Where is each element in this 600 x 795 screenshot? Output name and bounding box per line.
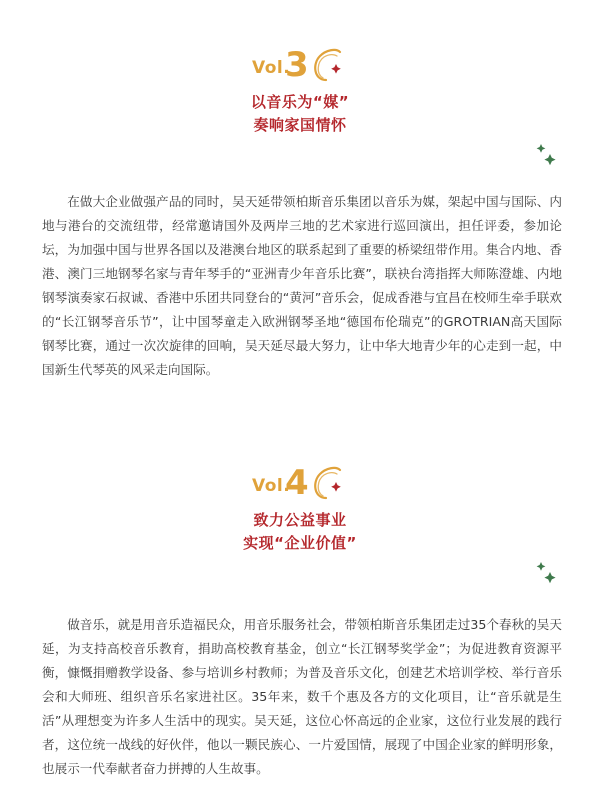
- green-sparkle-icon: [535, 140, 557, 168]
- vol3-number: 3: [285, 45, 309, 85]
- gold-swirl-icon: [306, 44, 350, 84]
- vol3-heading-line2: 奏响家国情怀: [253, 116, 347, 134]
- vol4-heading-line1: 致力公益事业: [253, 511, 347, 529]
- vol4-heading-line2: 实现“企业价值”: [243, 534, 357, 552]
- vol4-number: 4: [285, 463, 309, 503]
- gold-swirl-icon: [306, 462, 350, 502]
- vol3-paragraph: 在做大企业做强产品的同时，吴天延带领柏斯音乐集团以音乐为媒，架起中国与国际、内地与港台的交流纽带，经常邀请国外及两岸三地的艺术家进行巡回演出，担任评委，参加论坛，为加强中国与世界各国以及港澳台地区的联系起到了重要的桥梁纽带作用。集合内地、香港、澳门三地钢琴名家与青年琴手的“亚洲青少年音乐比赛”，联袂台湾指挥大师陈澄雄、内地钢琴演奏家石叔诚、香港中乐团共同登台的“黄河”音乐会，促成香港与宜昌在校师生牵手联欢的“长江钢琴音乐节”，让中国琴童走入欧洲钢琴圣地“德国布伦瑞克”的GROTRIAN高天国际钢琴比赛，通过一次次旋律的回响，吴天延尽最大努力，让中华大地青少年的心走到一起，中国新生代琴英的风采走向国际。: [42, 194, 562, 377]
- vol3-badge: [0, 38, 600, 85]
- vol4-prefix: Vol.: [252, 476, 291, 496]
- vol4-paragraph: 做音乐，就是用音乐造福民众，用音乐服务社会，带领柏斯音乐集团走过35个春秋的吴天延，为支持高校音乐教育，捐助高校教育基金，创立“长江钢琴奖学金”；为促进教育资源平衡，慷慨捐赠教学设备、参与培训乡村教师；为普及音乐文化，创建艺术培训学校、举行音乐会和大师班、组织音乐名家进社区。35年来，数千个惠及各方的文化项目，让“音乐就是生活”从理想变为许多人生活中的现实。吴天延，这位心怀高远的企业家，这位行业发展的践行者，这位统一战线的好伙伴，他以一颗民族心、一片爱国情，展现了中国企业家的鲜明形象，也展示一代奉献者奋力拼搏的人生故事。: [42, 617, 562, 776]
- vol3-prefix: Vol.: [252, 58, 291, 78]
- green-sparkle-icon: [535, 558, 557, 586]
- vol3-heading-line1: 以音乐为“媒”: [250, 93, 350, 111]
- vol4-badge: [0, 456, 600, 503]
